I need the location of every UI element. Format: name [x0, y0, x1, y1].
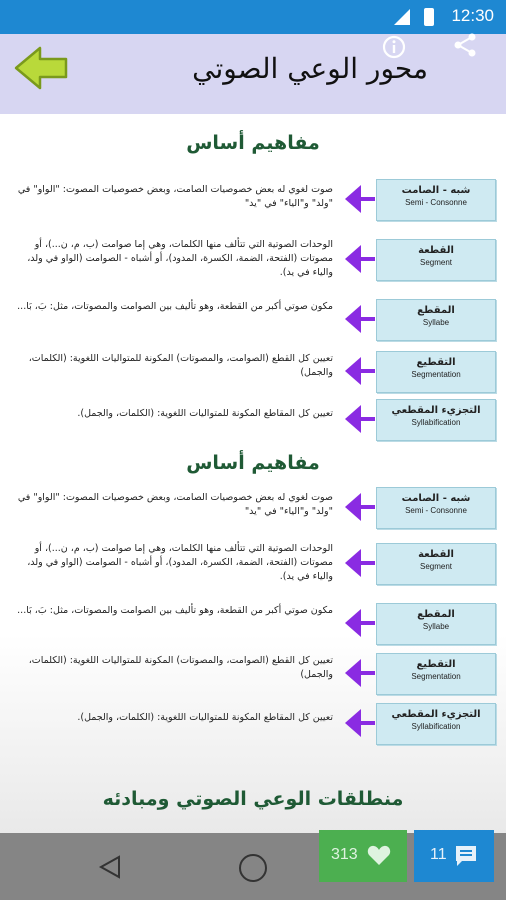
comment-count: 11 — [430, 846, 447, 863]
term-definition: تعيين كل القطع (الصوامت، والمصوتات) المكونة للمتواليات اللغوية: (الكلمات، والجمل) — [28, 353, 333, 378]
term-french: Semi - Consonne — [405, 198, 467, 207]
term-french: Segmentation — [411, 672, 461, 681]
comment-button[interactable] — [414, 830, 494, 882]
term-arabic: القطعة — [418, 549, 454, 560]
arrow-left-icon — [345, 603, 375, 643]
arrow-left-icon — [345, 653, 375, 693]
term-french: Syllabification — [411, 722, 461, 731]
term-arabic: القطعة — [418, 245, 454, 256]
nav-back-icon[interactable] — [98, 855, 122, 879]
share-icon[interactable] — [452, 32, 478, 58]
concept-row — [0, 482, 506, 532]
term-french: Segment — [419, 258, 453, 267]
term-arabic: شبه - الصامت — [401, 185, 471, 196]
concept-row — [0, 538, 506, 588]
term-definition: الوحدات الصوتية التي تتألف منها الكلمات، وهي إما صوامت (ب، م، ن...)، أو مصوتات (الفتحة، الضمة، الكسرة، المدود)، أو أشباه - الصوامت (الواو في ولد، والياء في يد). — [27, 239, 333, 278]
term-arabic: التقطيع — [416, 357, 456, 368]
term-box — [376, 543, 496, 585]
status-time: 12:30 — [451, 6, 494, 25]
term-box — [376, 351, 496, 393]
concept-row — [0, 294, 506, 344]
term-box — [376, 239, 496, 281]
term-box — [376, 487, 496, 529]
app-bar — [0, 34, 506, 114]
nav-home-icon[interactable] — [239, 854, 267, 882]
section-heading: مفاهيم أساس — [186, 132, 320, 154]
term-arabic: شبه - الصامت — [401, 493, 471, 504]
term-french: Syllabe — [422, 622, 450, 631]
term-box — [376, 299, 496, 341]
term-definition: تعيين كل المقاطع المكونة للمتواليات اللغوية: (الكلمات، والجمل). — [77, 408, 333, 419]
arrow-left-icon — [345, 703, 375, 743]
battery-icon — [424, 8, 434, 26]
term-arabic: المقطع — [417, 609, 455, 620]
arrow-left-icon — [345, 351, 375, 391]
term-box — [376, 399, 496, 441]
term-definition: مكون صوتي أكبر من القطعة، وهو تأليف بين الصوامت والمصوتات، مثل: بَ، بَا... — [17, 301, 333, 312]
term-french: Segment — [419, 562, 453, 571]
concept-row — [0, 234, 506, 284]
arrow-left-icon — [345, 299, 375, 339]
term-french: Syllabification — [411, 418, 461, 427]
term-definition: تعيين كل القطع (الصوامت، والمصوتات) المكونة للمتواليات اللغوية: (الكلمات، والجمل) — [28, 655, 333, 680]
term-arabic: التجزيء المقطعي — [391, 405, 481, 416]
page-title: محور الوعي الصوتي — [192, 52, 428, 85]
content-area[interactable] — [0, 114, 506, 833]
term-arabic: التجزيء المقطعي — [391, 709, 481, 720]
term-box — [376, 603, 496, 645]
concept-row — [0, 698, 506, 748]
term-definition: صوت لغوي له بعض خصوصيات الصامت، وبعض خصوصيات المصوت: "الواو" في "ولد" و"الياء" في "يد" — [17, 492, 333, 517]
term-french: Syllabe — [422, 318, 450, 327]
section-heading: مفاهيم أساس — [186, 452, 320, 474]
navigation-bar — [0, 833, 506, 900]
heart-icon — [367, 844, 391, 866]
like-count: 313 — [331, 846, 358, 863]
term-arabic: التقطيع — [416, 659, 456, 670]
term-box — [376, 703, 496, 745]
arrow-left-icon — [345, 487, 375, 527]
comment-icon — [454, 844, 478, 868]
signal-icon — [394, 9, 410, 25]
like-button[interactable] — [319, 830, 407, 882]
back-arrow-icon[interactable] — [14, 44, 70, 92]
term-french: Segmentation — [411, 370, 461, 379]
arrow-left-icon — [345, 239, 375, 279]
concept-row — [0, 394, 506, 444]
arrow-left-icon — [345, 543, 375, 583]
concept-row — [0, 174, 506, 224]
concept-row — [0, 598, 506, 648]
term-arabic: المقطع — [417, 305, 455, 316]
arrow-left-icon — [345, 179, 375, 219]
term-french: Semi - Consonne — [405, 506, 467, 515]
term-definition: مكون صوتي أكبر من القطعة، وهو تأليف بين الصوامت والمصوتات، مثل: بَ، بَا... — [17, 605, 333, 616]
term-definition: الوحدات الصوتية التي تتألف منها الكلمات، وهي إما صوامت (ب، م، ن...)، أو مصوتات (الفتحة، الضمة، الكسرة، المدود)، أو أشباه - الصوامت (الواو في ولد، والياء في يد). — [27, 543, 333, 582]
term-definition: تعيين كل المقاطع المكونة للمتواليات اللغوية: (الكلمات، والجمل). — [77, 712, 333, 723]
status-bar — [0, 0, 506, 34]
concept-row — [0, 648, 506, 698]
concept-row — [0, 346, 506, 396]
term-box — [376, 179, 496, 221]
term-box — [376, 653, 496, 695]
next-section-heading: منطلقات الوعي الصوتي ومبادئه — [102, 788, 404, 810]
arrow-left-icon — [345, 399, 375, 439]
term-definition: صوت لغوي له بعض خصوصيات الصامت، وبعض خصوصيات المصوت: "الواو" في "ولد" و"الياء" في "يد" — [17, 184, 333, 209]
